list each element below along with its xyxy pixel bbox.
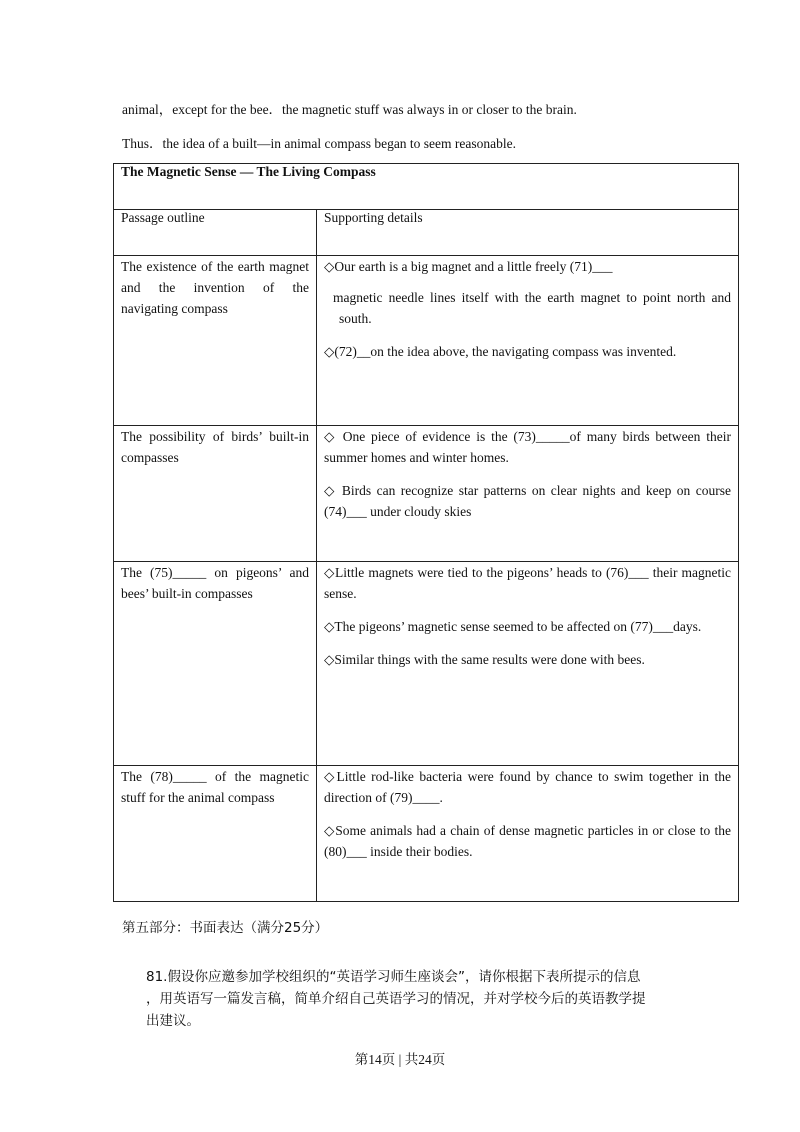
task-line-1: 81.假设你应邀参加学校组织的“英语学习师生座谈会”，请你根据下表所提示的信息 bbox=[146, 969, 641, 985]
details-cell bbox=[317, 256, 739, 426]
outline-cell: The (75)_____ on pigeons’ and bees’ built-in compasses bbox=[114, 562, 317, 766]
detail-item: ◇(72)__on the idea above, the navigating compass was invented. bbox=[324, 344, 677, 359]
column-header-outline: Passage outline bbox=[114, 210, 317, 256]
intro-line-2: Thus．the idea of a built—in animal compass began to seem reasonable. bbox=[122, 136, 517, 151]
detail-item: ◇ One piece of evidence is the (73)_____of many birds between their summer homes and winter homes. bbox=[324, 429, 731, 465]
passage-outline-table bbox=[113, 163, 739, 902]
column-header-details: Supporting details bbox=[317, 210, 739, 256]
details-cell bbox=[317, 562, 739, 766]
writing-task-81 bbox=[146, 966, 686, 1032]
details-cell bbox=[317, 766, 739, 902]
table-row bbox=[114, 426, 739, 562]
outline-cell: The existence of the earth magnet and the invention of the navigating compass bbox=[114, 256, 317, 426]
detail-item: ◇Little rod-like bacteria were found by chance to swim together in the direction of (79)____. bbox=[324, 769, 731, 805]
table-title: The Magnetic Sense — The Living Compass bbox=[114, 164, 739, 210]
detail-item: ◇Some animals had a chain of dense magnetic particles in or close to the (80)___ inside their bodies. bbox=[324, 823, 731, 859]
detail-item: ◇Similar things with the same results were done with bees. bbox=[324, 652, 645, 667]
detail-item: magnetic needle lines itself with the earth magnet to point north and south. bbox=[333, 290, 731, 326]
detail-item: ◇The pigeons’ magnetic sense seemed to be affected on (77)___days. bbox=[324, 619, 702, 634]
table-row bbox=[114, 562, 739, 766]
detail-item: ◇Our earth is a big magnet and a little freely (71)___ bbox=[324, 259, 613, 274]
task-line-2: ，用英语写一篇发言稿，简单介绍自己英语学习的情况，并对学校今后的英语教学提 bbox=[146, 991, 646, 1007]
outline-cell: The possibility of birds’ built-in compasses bbox=[114, 426, 317, 562]
table-row bbox=[114, 766, 739, 902]
page-footer: 第14页 | 共24页 bbox=[354, 1052, 446, 1067]
detail-item: ◇ Birds can recognize star patterns on clear nights and keep on course (74)___ under cloudy skies bbox=[324, 483, 731, 519]
outline-cell: The (78)_____ of the magnetic stuff for the animal compass bbox=[114, 766, 317, 902]
details-cell bbox=[317, 426, 739, 562]
intro-line-1: animal，except for the bee．the magnetic stuff was always in or closer to the brain. bbox=[122, 102, 577, 117]
task-line-3: 出建议。 bbox=[146, 1013, 200, 1029]
detail-item: ◇Little magnets were tied to the pigeons’ heads to (76)___ their magnetic sense. bbox=[324, 565, 731, 601]
section-heading: 第五部分：书面表达（满分25分） bbox=[122, 920, 329, 936]
table-row bbox=[114, 256, 739, 426]
